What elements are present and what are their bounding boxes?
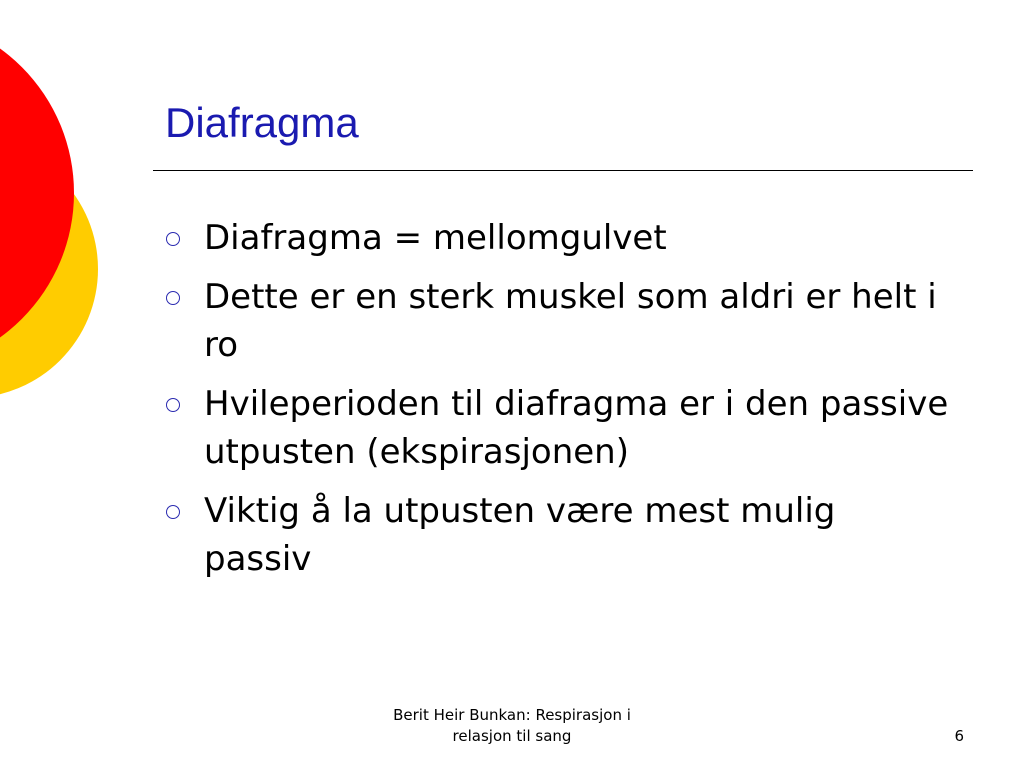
bullet-text: Dette er en sterk muskel som aldri er helt i ro (204, 277, 937, 365)
hollow-circle-bullet-icon (166, 232, 180, 246)
page-number: 6 (954, 727, 964, 745)
slide-title: Diafragma (165, 99, 359, 146)
hollow-circle-bullet-icon (166, 291, 180, 305)
bullet-item (162, 380, 952, 476)
footer-line-2: relasjon til sang (452, 727, 572, 745)
title-divider (153, 170, 973, 171)
footer-text (352, 705, 672, 747)
footer-line-1: Berit Heir Bunkan: Respirasjon i (393, 706, 631, 724)
hollow-circle-bullet-icon (166, 398, 180, 412)
bullet-item (162, 273, 952, 369)
bullet-item (162, 214, 952, 262)
hollow-circle-bullet-icon (166, 505, 180, 519)
bullet-list (162, 214, 952, 594)
bullet-text: Viktig å la utpusten være mest mulig passiv (204, 491, 836, 579)
bullet-text: Diafragma = mellomgulvet (204, 218, 667, 258)
bullet-item (162, 487, 952, 583)
bullet-text: Hvileperioden til diafragma er i den passive utpusten (ekspirasjonen) (204, 384, 949, 472)
